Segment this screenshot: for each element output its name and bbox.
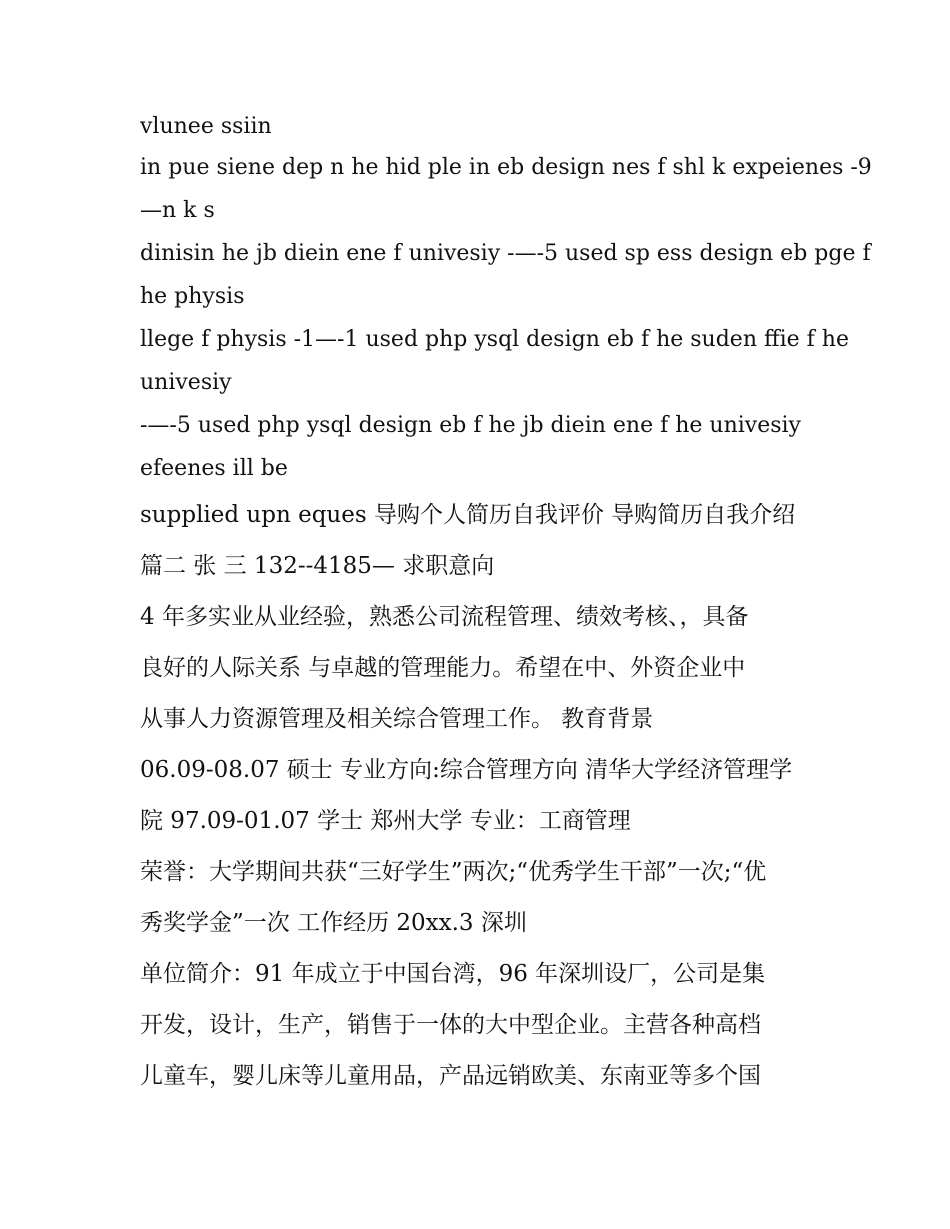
text-line: 篇二 张 三 132--4185— 求职意向 — [140, 553, 495, 579]
text-line: 良好的人际关系 与卓越的管理能力。希望在中、外资企业中 — [140, 655, 746, 681]
text-line: —n k s — [140, 198, 215, 223]
text-line: 秀奖学金”一次 工作经历 20xx.3 深圳 — [140, 910, 527, 936]
text-line: llege f physis -1—-1 used php ysql design eb f he suden ffie f he — [140, 327, 849, 352]
text-line: 荣誉：大学期间共获“三好学生”两次;“优秀学生干部”一次;“优 — [140, 859, 767, 885]
text-line: -—-5 used php ysql design eb f he jb diein ene f he univesiy — [140, 413, 801, 438]
document-body — [140, 108, 872, 1102]
text-line: univesiy — [140, 370, 232, 395]
text-line: dinisin he jb diein ene f univesiy -—-5 used sp ess design eb pge f — [140, 241, 871, 266]
text-line: supplied upn eques 导购个人简历自我评价 导购简历自我介绍 — [140, 502, 796, 528]
text-line: 单位简介：91 年成立于中国台湾，96 年深圳设厂，公司是集 — [140, 961, 766, 987]
text-line: 开发，设计，生产，销售于一体的大中型企业。主营各种高档 — [140, 1012, 761, 1038]
text-line: 4 年多实业从业经验，熟悉公司流程管理、绩效考核、，具备 — [140, 604, 749, 630]
text-line: vlunee ssiin — [140, 114, 272, 139]
text-line: 院 97.09-01.07 学士 郑州大学 专业：工商管理 — [140, 808, 631, 834]
text-line: in pue siene dep n he hid ple in eb design nes f shl k expeienes -9 — [140, 155, 872, 180]
text-line: 06.09-08.07 硕士 专业方向:综合管理方向 清华大学经济管理学 — [140, 757, 793, 783]
text-line: efeenes ill be — [140, 456, 288, 481]
text-line: he physis — [140, 284, 245, 309]
text-line: 从事人力资源管理及相关综合管理工作。 教育背景 — [140, 706, 654, 732]
text-line: 儿童车，婴儿床等儿童用品，产品远销欧美、东南亚等多个国 — [140, 1063, 761, 1089]
